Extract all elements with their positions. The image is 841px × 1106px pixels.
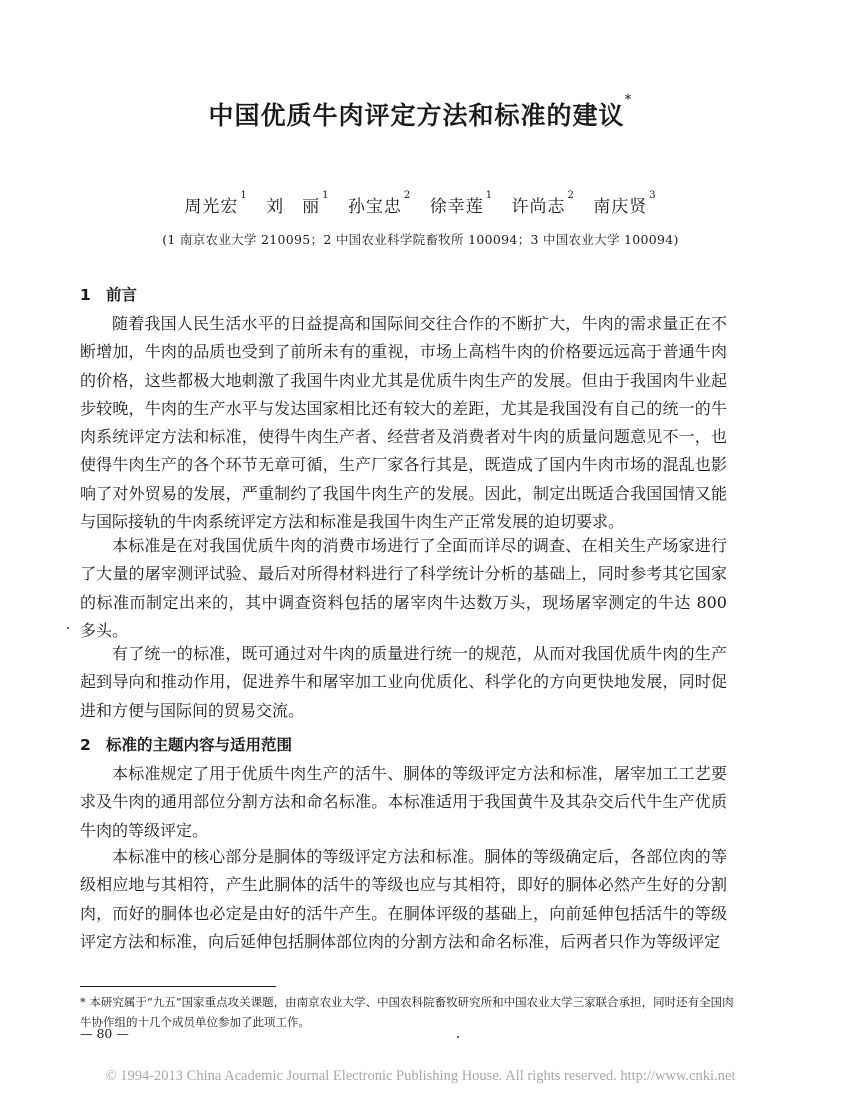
author-affil-marker: 1 bbox=[240, 190, 248, 201]
body-paragraph: 本标准是在对我国优质牛肉的消费市场进行了全面而详尽的调查、在相关生产场家进行了大量的屠宰测评试验、最后对所得材料进行了科学统计分析的基础上，同时参考其它国家的标准而制定出来的，其中调查资料包括的屠宰肉牛达数万头，现场屠宰测定的牛达 800 多头。 bbox=[80, 536, 727, 640]
author-affil-marker: 1 bbox=[485, 190, 494, 201]
body-paragraph: 本标准规定了用于优质牛肉生产的活牛、胴体的等级评定方法和标准，屠宰加工工艺要求及牛肉的通用部位分割方法和命名标准。本标准适用于我国黄牛及其杂交后代牛生产优质牛肉的等级评定。 bbox=[80, 764, 727, 840]
author-name: 南庆贤 bbox=[593, 197, 648, 217]
author bbox=[347, 190, 412, 217]
author bbox=[593, 190, 657, 217]
scan-speck bbox=[457, 1036, 459, 1038]
author-affil-marker: 2 bbox=[567, 190, 575, 201]
author bbox=[511, 190, 575, 217]
author-name: 孙宝忠 bbox=[347, 197, 402, 217]
author-name: 周光宏 bbox=[184, 197, 239, 217]
author-affil-marker: 3 bbox=[649, 190, 657, 201]
affiliations: (1 南京农业大学 210095；2 中国农业科学院畜牧所 100094；3 中国农业大学 100094) bbox=[162, 232, 679, 247]
author-name: 刘 丽 bbox=[266, 197, 321, 217]
author bbox=[429, 190, 494, 217]
section-title: 前言 bbox=[106, 286, 138, 304]
author bbox=[184, 190, 248, 217]
author-affil-marker: 1 bbox=[322, 190, 330, 201]
author-name: 许尚志 bbox=[511, 197, 566, 217]
scan-speck bbox=[67, 627, 69, 629]
body-paragraph: 有了统一的标准，既可通过对牛肉的质量进行统一的规范，从而对我国优质牛肉的生产起到导向和推动作用，促进养牛和屠宰加工业向优质化、科学化的方向更快地发展，同时促进和方便与国际间的贸易交流。 bbox=[80, 644, 727, 720]
body-paragraph: 本标准中的核心部分是胴体的等级评定方法和标准。胴体的等级确定后，各部位肉的等级相应地与其相符，产生此胴体的活牛的等级也应与其相符，即好的胴体必然产生好的分割肉，而好的胴体也必定是由好的活牛产生。在胴体评级的基础上，向前延伸包括活牛的等级评定方法和标准，向后延伸包括胴体部位肉的分割方法和命名标准，后两者只作为等级评定 bbox=[80, 847, 727, 951]
section-number: 1 bbox=[80, 286, 91, 304]
copyright-watermark: © 1994-2013 China Academic Journal Electronic Publishing House. All rights reserved. http://www.cnki.net bbox=[105, 1068, 736, 1084]
author bbox=[266, 190, 330, 217]
footnote: * 本研究属于“九五”国家重点攻关课题，由南京农业大学、中国农科院畜牧研究所和中国农业大学三家联合承担，同时还有全国肉牛协作组的十几个成员单位参加了此项工作。 bbox=[80, 995, 734, 1029]
paper-title bbox=[0, 92, 841, 132]
section-title: 标准的主题内容与适用范围 bbox=[106, 736, 293, 754]
footnote-rule bbox=[80, 986, 276, 987]
section-heading bbox=[80, 283, 137, 305]
title-text: 中国优质牛肉评定方法和标准的建议 bbox=[208, 101, 625, 130]
body-paragraph: 随着我国人民生活水平的日益提高和国际间交往合作的不断扩大，牛肉的需求量正在不断增加，牛肉的品质也受到了前所未有的重视，市场上高档牛肉的价格要远远高于普通牛肉的价格，这些都极大地刺激了我国牛肉业尤其是优质牛肉生产的发展。但由于我国肉牛业起步较晚，牛肉的生产水平与发达国家相比还有较大的差距，尤其是我国没有自己的统一的牛肉系统评定方法和标准，使得牛肉生产者、经营者及消费者对牛肉的质量问题意见不一，也使得牛肉生产的各个环节无章可循，生产厂家各行其是，既造成了国内牛肉市场的混乱也影响了对外贸易的发展，严重制约了我国牛肉生产的发展。因此，制定出既适合我国国情又能与国际接轨的牛肉系统评定方法和标准是我国牛肉生产正常发展的迫切要求。 bbox=[80, 314, 727, 532]
author-list bbox=[0, 192, 841, 217]
title-footnote-marker: * bbox=[624, 92, 633, 108]
author-name: 徐幸莲 bbox=[429, 197, 484, 217]
author-affil-marker: 2 bbox=[403, 190, 412, 201]
page-number: — 80 — bbox=[80, 1026, 129, 1041]
section-number: 2 bbox=[80, 736, 91, 754]
section-heading bbox=[80, 733, 292, 755]
